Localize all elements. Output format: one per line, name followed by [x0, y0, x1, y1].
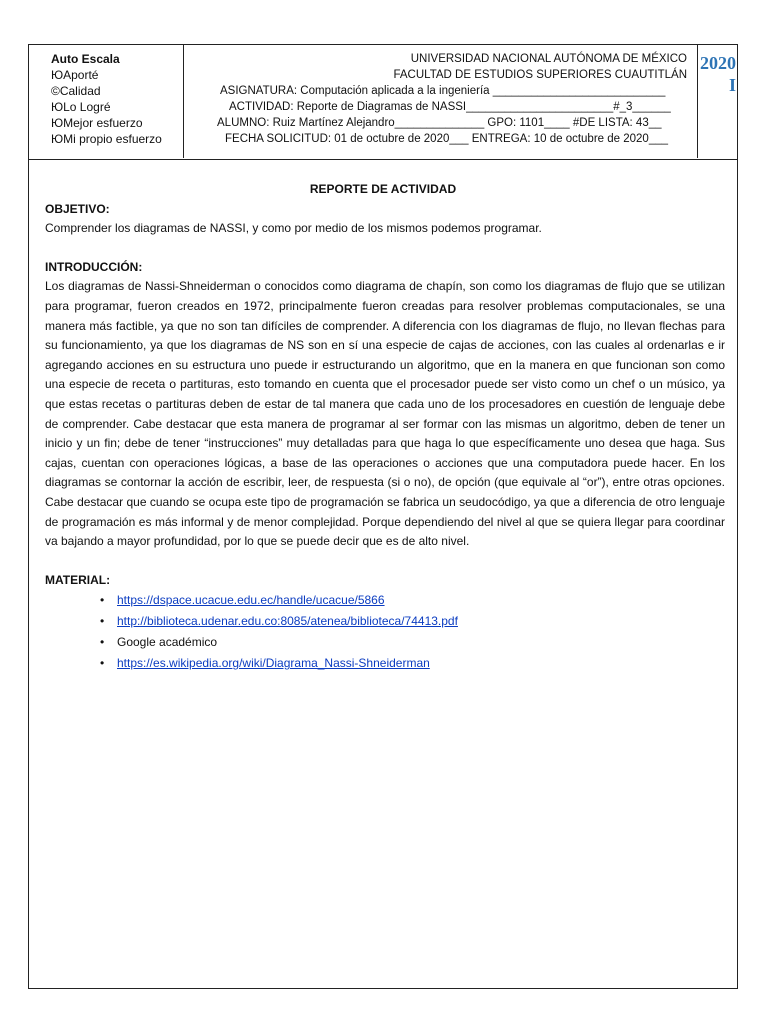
- year-label: 2020: [700, 53, 736, 73]
- faculty-name: FACULTAD DE ESTUDIOS SUPERIORES CUAUTITLÁN: [393, 69, 687, 81]
- university-name: UNIVERSIDAD NACIONAL AUTÓNOMA DE MÉXICO: [410, 53, 687, 65]
- bullet-icon: •: [100, 635, 105, 650]
- scale-item: ЮLo Logré: [51, 100, 111, 114]
- materials-heading: MATERIAL:: [45, 572, 111, 587]
- materials-list: [45, 590, 725, 674]
- objective-text: Comprender los diagramas de NASSI, y como por medio de los mismos podemos programar.: [45, 221, 542, 236]
- report-title: REPORTE DE ACTIVIDAD: [309, 182, 457, 196]
- year-period: [698, 44, 738, 158]
- activity-line: ACTIVIDAD: Reporte de Diagramas de NASSI_______________________#_3______: [229, 101, 671, 113]
- university-info: [184, 44, 698, 158]
- scale-item: ЮAporté: [51, 68, 99, 82]
- introduction-text: Los diagramas de Nassi-Shneiderman o conocidos como diagrama de chapín, son como los diagramas de flujo que se utilizan para programar, fueron creados en 1972, principalmente fueron creadas para resolver problemas computacionales, se una manera más factible, ya que no son tan difíciles de comprender. A diferencia con los diagramas de flujo, no llevan flechas para su funcionamiento, ya que los diagramas de NS son en sí una especie de cajas de acciones, con las cuales al ordenarlas e ir agregando acciones en su estructura uno puede ir estructurando un algoritmo, que en la manera en que funcionan son como una especie de receta o partituras, esto tomando en cuenta que el procesador puede ser visto como un chef o un músico, ya que estas recetas o partituras deben de estar de tal manera que cada uno de los procesadores en cuestión de lenguaje debe de comprender. Cabe destacar que esta manera de programar al ser formar con las mismas un algoritmo, deben de tener un inicio y un fin; debe de tener “instrucciones” muy detalladas para que haga lo que específicamente uno desea que haga. Sus cajas, cuentan con operaciones lógicas, a base de las operaciones o acciones que una computadora puede hacer. En los diagramas se contornar la acción de escribir, leer, de respuesta (si o no), de opción (que equivale al “or”), entre otras opciones. Cabe destacar que cuando se ocupa este tipo de programación se fabrica un seudocódigo, ya que a diferencia de otro lenguaje de programación es más informal y de menor complejidad. Porque dependiendo del nivel al que se quiera llegar para coordinar va bajando a mayor profundidad, por lo que se puede decir que es de alto nivel.: [45, 279, 725, 549]
- introduction-heading: INTRODUCCIÓN:: [45, 259, 143, 274]
- scale-item: ЮMi propio esfuerzo: [51, 132, 162, 146]
- list-item: [100, 653, 725, 674]
- subject-line: ASIGNATURA: Computación aplicada a la ingeniería ___________________________: [220, 85, 666, 97]
- dates-line: FECHA SOLICITUD: 01 de octubre de 2020___ ENTREGA: 10 de octubre de 2020___: [225, 133, 669, 145]
- bullet-icon: •: [100, 656, 105, 671]
- document-header: [28, 44, 738, 160]
- self-evaluation-scale: [28, 44, 184, 158]
- bullet-icon: •: [100, 593, 105, 608]
- material-link-udenar[interactable]: http://biblioteca.udenar.edu.co:8085/atenea/biblioteca/74413.pdf: [117, 614, 458, 629]
- scale-title: Auto Escala: [51, 52, 120, 66]
- scale-item: ЮMejor esfuerzo: [51, 116, 143, 130]
- material-link-dspace[interactable]: https://dspace.ucacue.edu.ec/handle/ucacue/5866: [117, 593, 385, 608]
- bullet-icon: •: [100, 614, 105, 629]
- period-label: I: [728, 75, 736, 95]
- list-item: [100, 611, 725, 632]
- material-link-wikipedia[interactable]: https://es.wikipedia.org/wiki/Diagrama_Nassi-Shneiderman: [117, 656, 430, 671]
- student-line: ALUMNO: Ruiz Martínez Alejandro______________ GPO: 1101____ #DE LISTA: 43__: [217, 117, 662, 129]
- report-body: [45, 180, 725, 674]
- scale-item: ©Calidad: [51, 84, 101, 98]
- list-item: [100, 590, 725, 611]
- objective-heading: OBJETIVO:: [45, 201, 110, 216]
- list-item: [100, 632, 725, 653]
- material-text-google-academico: Google académico: [117, 635, 218, 650]
